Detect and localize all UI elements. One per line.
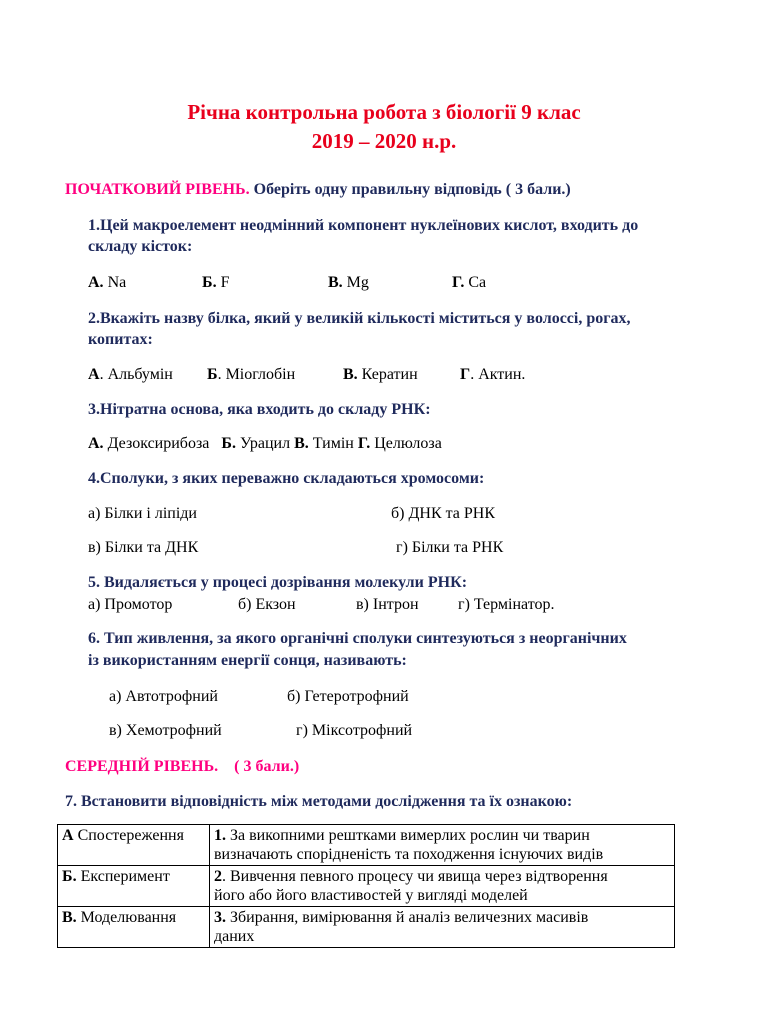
q6-option-a: а) Автотрофний — [109, 688, 218, 705]
method-cell: В. Моделювання — [58, 907, 210, 948]
level2-heading: СЕРЕДНІЙ РІВЕНЬ. — [65, 758, 219, 775]
q4-option-c: в) Білки та ДНК — [88, 539, 199, 556]
q2-option-b: Б. Міоглобін — [207, 366, 296, 383]
method-cell: А Спостереження — [58, 825, 210, 866]
q5-text: 5. Видаляється у процесі дозрівання молекули РНК: — [88, 574, 468, 591]
q4-text: 4.Сполуки, з яких переважно складаються хромосоми: — [88, 470, 485, 487]
level1-instruction: Оберіть одну правильну відповідь ( 3 бали.) — [253, 181, 571, 198]
q6-text-line2: із використанням енергії сонця, називають: — [88, 652, 407, 669]
description-cell: 3. Збирання, вимірювання й аналіз величезних масивів даних — [210, 907, 675, 948]
q6-option-b: б) Гетеротрофний — [287, 688, 409, 705]
school-year: 2019 – 2020 н.р. — [311, 129, 457, 153]
q5-option-a: а) Промотор — [88, 596, 173, 613]
q5-option-b: б) Екзон — [238, 596, 296, 613]
q4-option-a: а) Білки і ліпіди — [88, 505, 197, 522]
q1-option-d: Г. Ca — [452, 274, 487, 291]
q2-option-a: А. Альбумін — [88, 366, 173, 383]
q6-option-d: г) Міксотрофний — [296, 722, 413, 739]
q3-text: 3.Нітратна основа, яка входить до складу РНК: — [88, 401, 431, 418]
method-cell: Б. Експеримент — [58, 866, 210, 907]
description-cell: 1. За викопними рештками вимерлих рослин чи тварин визначають спорідненість та походження існуючих видів — [210, 825, 675, 866]
q6-text-line1: 6. Тип живлення, за якого органічні сполуки синтезуються з неорганічних — [88, 630, 627, 647]
table-row — [58, 907, 675, 948]
q1-text-line1: 1.Цей макроелемент неодмінний компонент нуклеїнових кислот, входить до — [88, 217, 639, 234]
document-title: Річна контрольна робота з біології 9 клас — [187, 100, 581, 124]
table-row — [58, 825, 675, 866]
q4-option-b: б) ДНК та РНК — [391, 505, 496, 522]
q6-option-c: в) Хемотрофний — [109, 722, 222, 739]
q1-text-line2: складу кісток: — [88, 238, 193, 255]
q2-option-d: Г. Актин. — [460, 366, 526, 383]
q1-option-a: А. Na — [88, 274, 127, 291]
description-cell: 2. Вивчення певного процесу чи явища через відтворення його або його властивостей у вигляді моделей — [210, 866, 675, 907]
level1-heading-line — [65, 181, 571, 199]
q7-text: 7. Встановити відповідність між методами дослідження та їх ознакою: — [65, 793, 573, 810]
q4-option-d: г) Білки та РНК — [396, 539, 504, 556]
q5-option-c: в) Інтрон — [356, 596, 419, 613]
level2-heading-line — [65, 758, 299, 776]
level1-heading: ПОЧАТКОВИЙ РІВЕНЬ. — [65, 181, 250, 198]
table-row — [58, 866, 675, 907]
q1-option-c: В. Mg — [328, 274, 369, 291]
q5-option-d: г) Термінатор. — [458, 596, 555, 613]
matching-table — [57, 824, 675, 948]
q2-text-line1: 2.Вкажіть назву білка, який у великій кількості міститься у волоссі, рогах, — [88, 310, 631, 327]
q2-option-c: В. Кератин — [343, 366, 418, 383]
q1-option-b: Б. F — [202, 274, 230, 291]
q3-options: А. Дезоксирибоза Б. Урацил В. Тимін Г. Целюлоза — [88, 435, 442, 452]
level2-points: ( 3 бали.) — [234, 758, 300, 775]
q2-text-line2: копитах: — [88, 331, 153, 348]
